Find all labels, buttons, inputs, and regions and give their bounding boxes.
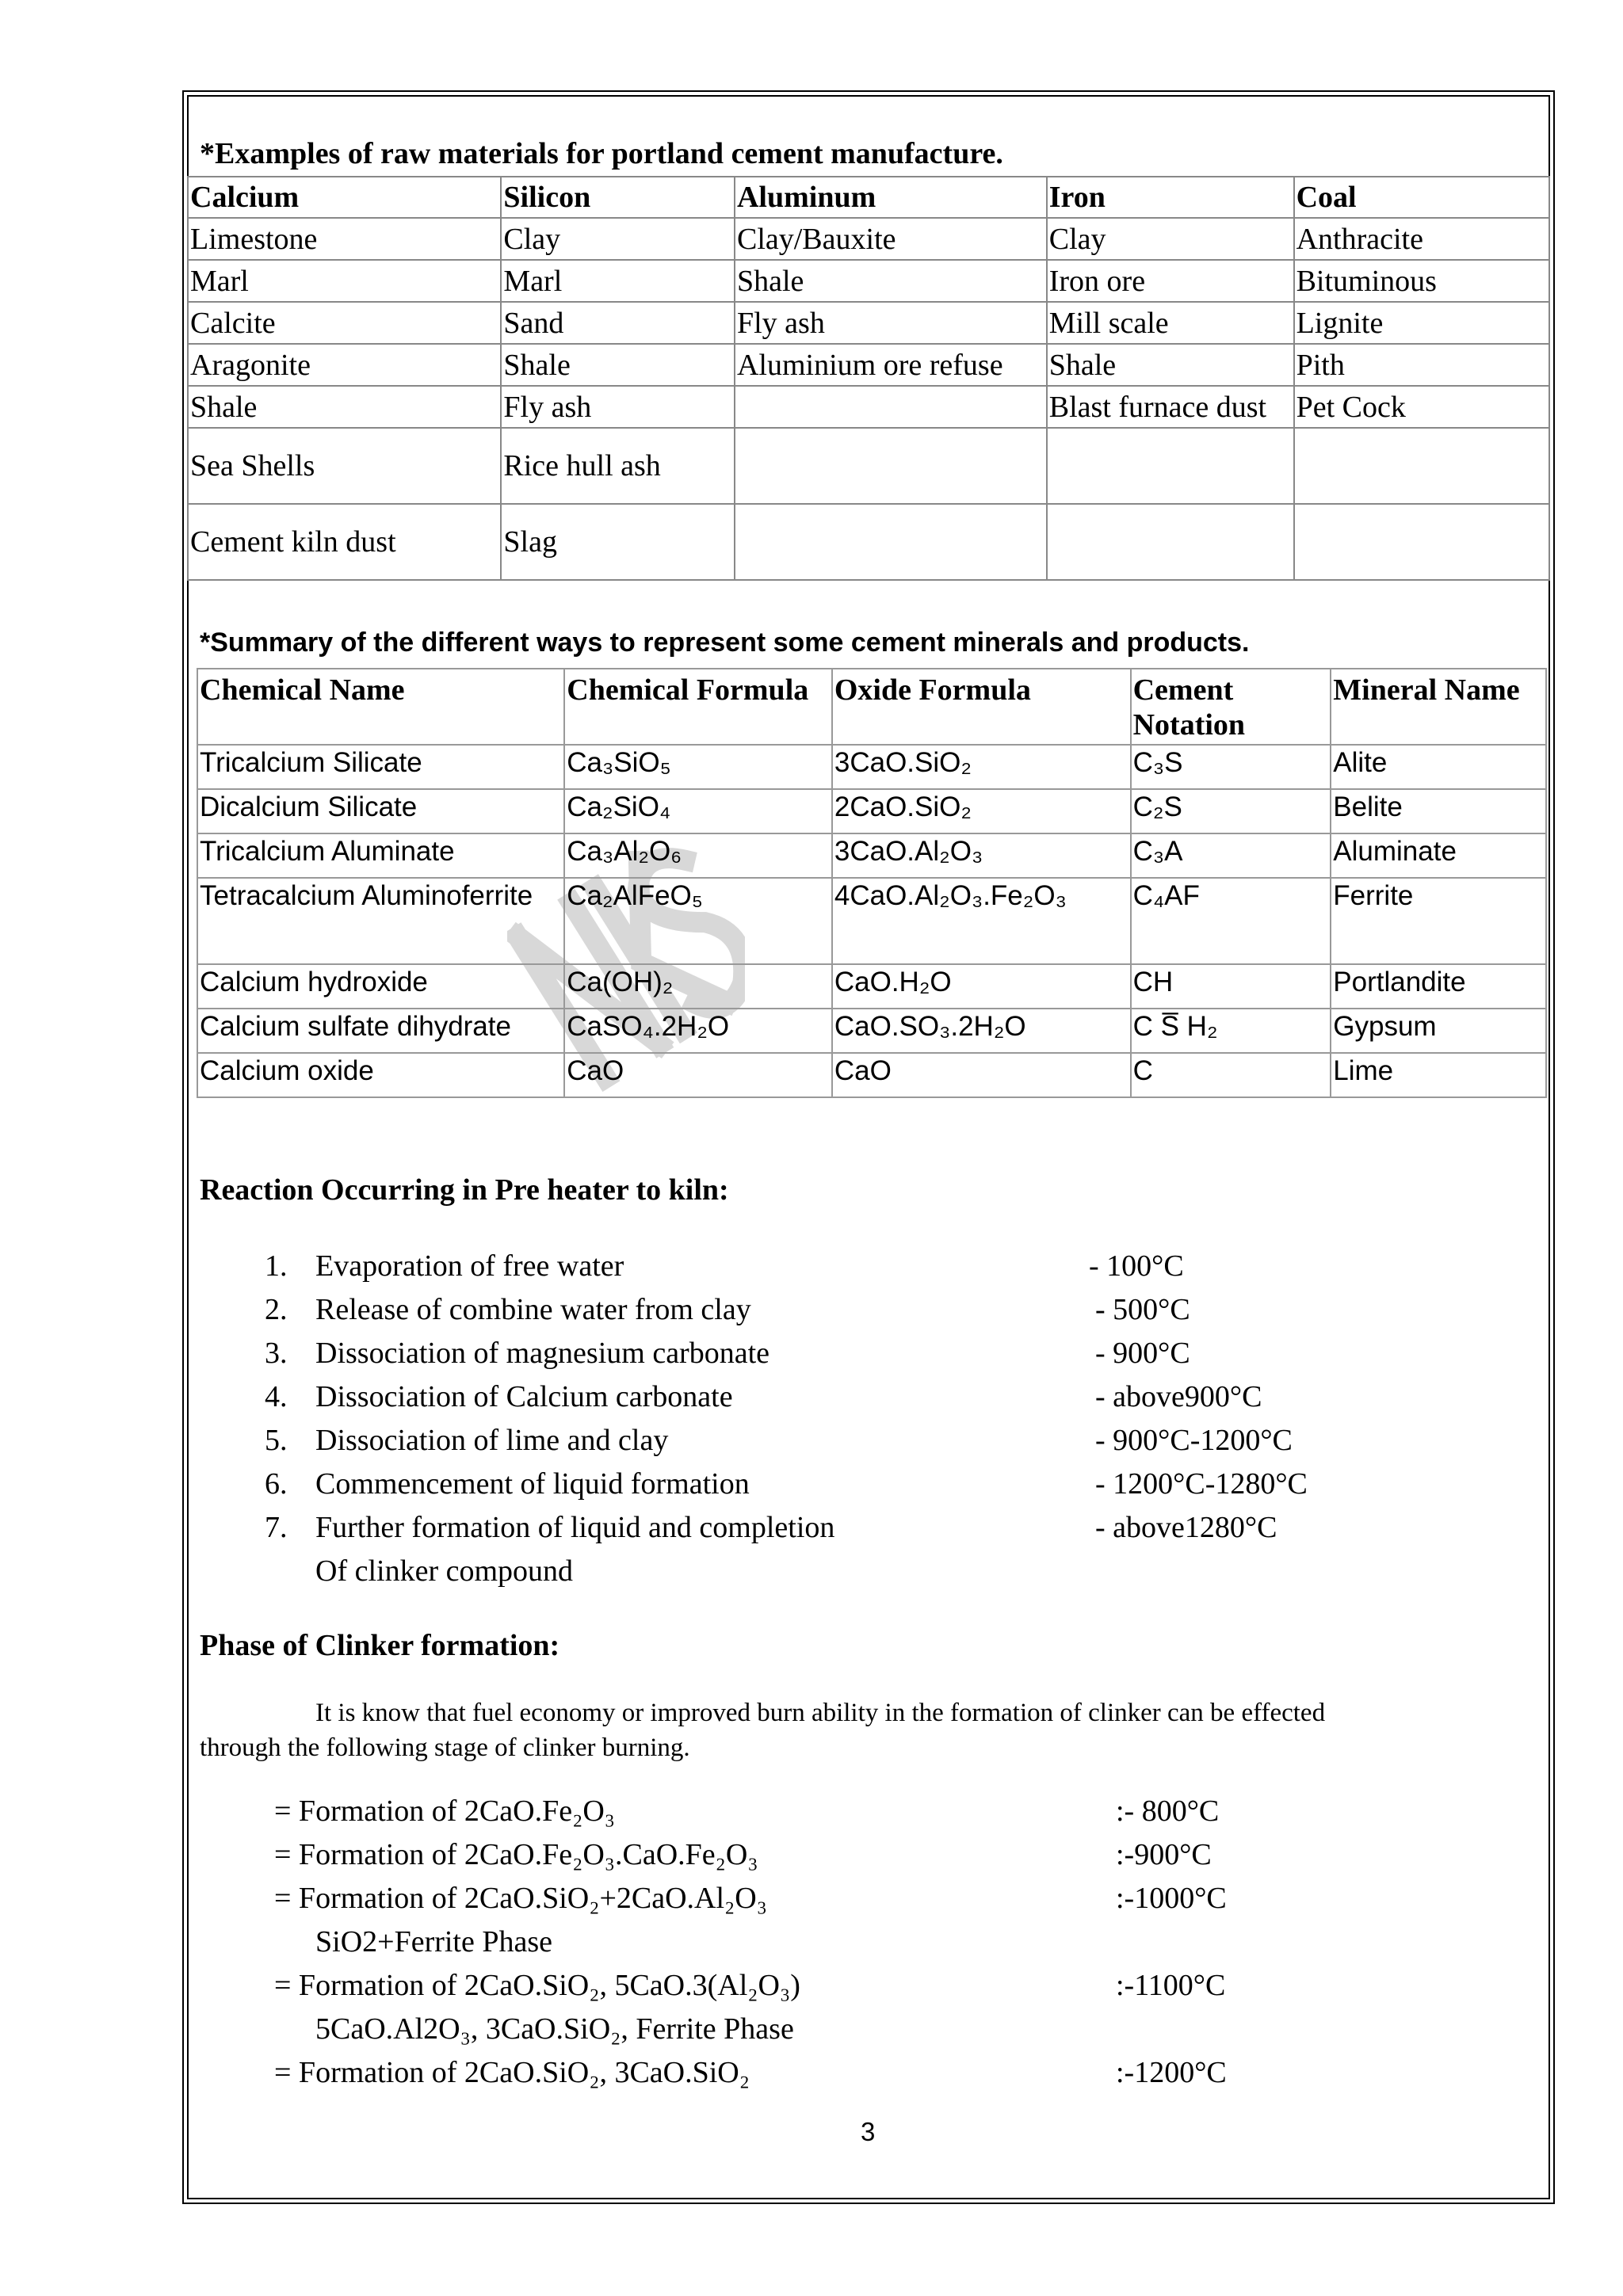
- table-row: [197, 745, 1546, 789]
- list-item: Dissociation of lime and clay: [315, 1424, 669, 1457]
- table-cell: Marl: [501, 260, 735, 302]
- table-cell: CaO: [564, 1053, 832, 1097]
- temperature-value: :-1200°C: [1116, 2056, 1227, 2089]
- table-cell: CaO.SO₃.2H₂O: [832, 1009, 1131, 1053]
- table-cell: C₃S: [1131, 745, 1331, 789]
- table-cell: Tricalcium Silicate: [197, 745, 564, 789]
- table-cell: Pet Cock: [1294, 386, 1549, 428]
- table-cell: 3CaO.SiO₂: [832, 745, 1131, 789]
- table-cell: Rice hull ash: [501, 428, 735, 504]
- temperature-value: :-900°C: [1116, 1838, 1212, 1871]
- table-row: [197, 964, 1546, 1009]
- minerals-table: [197, 668, 1547, 1098]
- table-row: [188, 386, 1549, 428]
- table-cell: Sea Shells: [188, 428, 501, 504]
- table-header-row: [197, 669, 1546, 745]
- table-cell: C₂S: [1131, 789, 1331, 833]
- table-cell: Clay/Bauxite: [735, 218, 1047, 260]
- clinker-paragraph-line: through the following stage of clinker burning.: [200, 1733, 690, 1762]
- table-cell: Shale: [735, 260, 1047, 302]
- table-cell: Fly ash: [501, 386, 735, 428]
- header-cell: Coal: [1294, 177, 1549, 218]
- table-cell: Dicalcium Silicate: [197, 789, 564, 833]
- header-cell: Iron: [1047, 177, 1294, 218]
- list-item: Commencement of liquid formation: [315, 1467, 750, 1501]
- table-cell: Lime: [1331, 1053, 1546, 1097]
- table-cell: CH: [1131, 964, 1331, 1009]
- table-cell: CaO: [832, 1053, 1131, 1097]
- table-cell: Gypsum: [1331, 1009, 1546, 1053]
- list-number: 3.: [265, 1337, 288, 1370]
- table-row: [188, 504, 1549, 580]
- table-cell: Belite: [1331, 789, 1546, 833]
- clinker-stage: = Formation of 2CaO.Fe₂O₃.CaO.Fe₂O₃: [274, 1838, 758, 1871]
- table-cell: [735, 428, 1047, 504]
- table-cell: [1294, 428, 1549, 504]
- header-cell: Oxide Formula: [832, 669, 1131, 745]
- clinker-heading: Phase of Clinker formation:: [200, 1629, 560, 1662]
- list-number: 6.: [265, 1467, 288, 1501]
- table-row: [197, 1053, 1546, 1097]
- table-cell: Mill scale: [1047, 302, 1294, 344]
- temperature-value: - 500°C: [1095, 1293, 1190, 1326]
- table-cell: Ferrite: [1331, 878, 1546, 964]
- table-cell: Tricalcium Aluminate: [197, 833, 564, 878]
- table-cell: Shale: [1047, 344, 1294, 386]
- table-row: [188, 302, 1549, 344]
- table-cell: [1047, 428, 1294, 504]
- table-cell: Ca₂SiO₄: [564, 789, 832, 833]
- table-cell: 3CaO.Al₂O₃: [832, 833, 1131, 878]
- table-cell: [735, 386, 1047, 428]
- table-cell: Calcite: [188, 302, 501, 344]
- raw-materials-title: *Examples of raw materials for portland cement manufacture.: [200, 137, 1003, 170]
- list-item-continuation: Of clinker compound: [315, 1554, 574, 1588]
- table-cell: 2CaO.SiO₂: [832, 789, 1131, 833]
- table-cell: C S̅ H₂: [1131, 1009, 1331, 1053]
- preheater-heading: Reaction Occurring in Pre heater to kiln:: [200, 1173, 729, 1207]
- table-header-row: [188, 177, 1549, 218]
- list-item: Dissociation of magnesium carbonate: [315, 1337, 770, 1370]
- clinker-stage: = Formation of 2CaO.Fe₂O₃: [274, 1794, 616, 1828]
- table-cell: Shale: [188, 386, 501, 428]
- table-row: [188, 218, 1549, 260]
- table-cell: Tetracalcium Aluminoferrite: [197, 878, 564, 964]
- page-number: 3: [861, 2117, 876, 2146]
- table-cell: Bituminous: [1294, 260, 1549, 302]
- table-cell: Shale: [501, 344, 735, 386]
- list-number: 7.: [265, 1511, 288, 1544]
- list-item: Evaporation of free water: [315, 1249, 624, 1283]
- header-cell: Cement Notation: [1131, 669, 1331, 745]
- temperature-value: - above1280°C: [1095, 1511, 1277, 1544]
- list-item: Further formation of liquid and completion: [315, 1511, 835, 1544]
- table-cell: Calcium hydroxide: [197, 964, 564, 1009]
- list-number: 4.: [265, 1380, 288, 1413]
- table-cell: Aluminate: [1331, 833, 1546, 878]
- table-cell: [1294, 504, 1549, 580]
- table-cell: Ca(OH)₂: [564, 964, 832, 1009]
- table-row: [188, 428, 1549, 504]
- table-cell: Portlandite: [1331, 964, 1546, 1009]
- table-cell: Calcium oxide: [197, 1053, 564, 1097]
- table-cell: Ca₃SiO₅: [564, 745, 832, 789]
- table-row: [188, 260, 1549, 302]
- table-row: [188, 344, 1549, 386]
- table-cell: Aragonite: [188, 344, 501, 386]
- table-cell: C: [1131, 1053, 1331, 1097]
- table-cell: CaO.H₂O: [832, 964, 1131, 1009]
- header-cell: Calcium: [188, 177, 501, 218]
- table-row: [197, 789, 1546, 833]
- table-row: [197, 878, 1546, 964]
- list-item: Release of combine water from clay: [315, 1293, 751, 1326]
- table-cell: Lignite: [1294, 302, 1549, 344]
- list-number: 1.: [265, 1249, 288, 1283]
- temperature-value: :-1000°C: [1116, 1882, 1227, 1915]
- table-cell: CaSO₄.2H₂O: [564, 1009, 832, 1053]
- clinker-stage-continuation: 5CaO.Al2O₃, 3CaO.SiO₂, Ferrite Phase: [315, 2012, 794, 2046]
- list-number: 2.: [265, 1293, 288, 1326]
- header-cell: Chemical Name: [197, 669, 564, 745]
- table-cell: 4CaO.Al₂O₃.Fe₂O₃: [832, 878, 1131, 964]
- table-cell: Blast furnace dust: [1047, 386, 1294, 428]
- table-cell: C₃A: [1131, 833, 1331, 878]
- temperature-value: - 100°C: [1089, 1249, 1184, 1283]
- table-row: [197, 833, 1546, 878]
- clinker-stage: = Formation of 2CaO.SiO₂, 5CaO.3(Al₂O₃): [274, 1969, 800, 2002]
- table-cell: Marl: [188, 260, 501, 302]
- table-cell: Aluminium ore refuse: [735, 344, 1047, 386]
- table-cell: Ca₂AlFeO₅: [564, 878, 832, 964]
- clinker-stage: = Formation of 2CaO.SiO₂+2CaO.Al₂O₃: [274, 1882, 767, 1915]
- table-cell: Slag: [501, 504, 735, 580]
- table-cell: Limestone: [188, 218, 501, 260]
- temperature-value: - above900°C: [1095, 1380, 1262, 1413]
- table-cell: [1047, 504, 1294, 580]
- table-cell: Fly ash: [735, 302, 1047, 344]
- temperature-value: - 900°C-1200°C: [1095, 1424, 1293, 1457]
- table-cell: Anthracite: [1294, 218, 1549, 260]
- temperature-value: - 1200°C-1280°C: [1095, 1467, 1308, 1501]
- header-cell: Mineral Name: [1331, 669, 1546, 745]
- table-row: [197, 1009, 1546, 1053]
- header-cell: Chemical Formula: [564, 669, 832, 745]
- table-cell: Calcium sulfate dihydrate: [197, 1009, 564, 1053]
- table-cell: Alite: [1331, 745, 1546, 789]
- clinker-stage-continuation: SiO2+Ferrite Phase: [315, 1925, 553, 1958]
- raw-materials-table: [187, 176, 1550, 581]
- table-cell: Sand: [501, 302, 735, 344]
- table-cell: Iron ore: [1047, 260, 1294, 302]
- clinker-paragraph-line: It is know that fuel economy or improved burn ability in the formation of clinker can be effected: [315, 1699, 1326, 1727]
- temperature-value: :-1100°C: [1116, 1969, 1226, 2002]
- table-cell: Clay: [501, 218, 735, 260]
- header-cell: Silicon: [501, 177, 735, 218]
- clinker-stage: = Formation of 2CaO.SiO₂, 3CaO.SiO₂: [274, 2056, 750, 2089]
- list-number: 5.: [265, 1424, 288, 1457]
- table-cell: Cement kiln dust: [188, 504, 501, 580]
- table-cell: Pith: [1294, 344, 1549, 386]
- header-cell: Aluminum: [735, 177, 1047, 218]
- table-cell: [735, 504, 1047, 580]
- temperature-value: - 900°C: [1095, 1337, 1190, 1370]
- table-cell: Clay: [1047, 218, 1294, 260]
- table-cell: C₄AF: [1131, 878, 1331, 964]
- minerals-title: *Summary of the different ways to represent some cement minerals and products.: [200, 627, 1250, 658]
- list-item: Dissociation of Calcium carbonate: [315, 1380, 733, 1413]
- table-cell: Ca₃Al₂O₆: [564, 833, 832, 878]
- temperature-value: :- 800°C: [1116, 1794, 1220, 1828]
